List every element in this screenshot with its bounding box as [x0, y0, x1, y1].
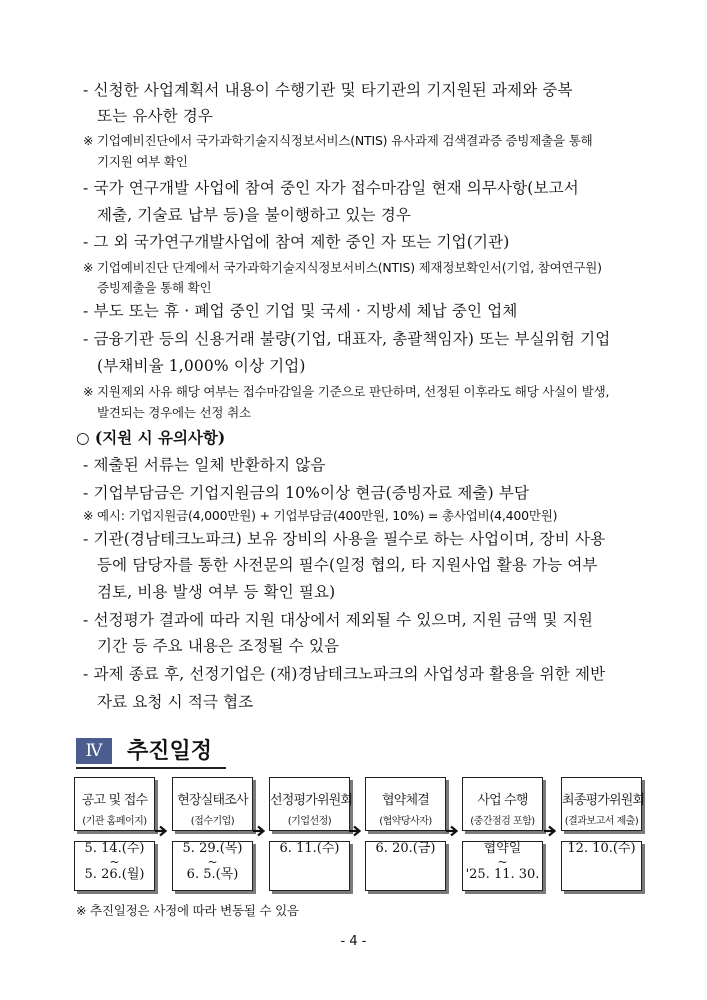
subsection-heading: ○ (지원 시 유의사항) — [76, 428, 226, 447]
step-title: 선정평가위원회 — [270, 793, 353, 808]
date-start: 5. 14.(수) — [84, 841, 145, 856]
text-line: 등에 담당자를 통한 사전문의 필수(일정 협의, 타 지원사업 활용 가능 여부 — [97, 556, 598, 574]
date-end: '25. 11. 30. — [465, 867, 540, 882]
section-title: 추진일정 — [127, 739, 213, 764]
note-line: ※ 예시: 기업지원금(4,000만원) + 기업부담금(400만원, 10%) = 총사업비(4,400만원) — [83, 508, 558, 523]
date-single: 6. 11.(수) — [279, 841, 340, 856]
step-subtitle: (결과보고서 제출) — [564, 816, 639, 827]
arrow-right-icon — [445, 824, 459, 838]
text-line: 제출, 기술료 납부 등)을 불이행하고 있는 경우 — [97, 206, 411, 224]
step-title: 사업 수행 — [477, 793, 528, 808]
text-line: - 선정평가 결과에 따라 지원 대상에서 제외될 수 있으며, 지원 금액 및 지원 — [83, 611, 593, 629]
note-line: 발견되는 경우에는 선정 취소 — [97, 405, 251, 420]
date-range-sep: ~ — [207, 855, 218, 869]
text-line: (부채비율 1,000% 이상 기업) — [97, 357, 306, 375]
date-single: 12. 10.(수) — [567, 841, 636, 856]
schedule-step-execution — [462, 777, 543, 831]
text-line: - 국가 연구개발 사업에 참여 중인 자가 접수마감일 현재 의무사항(보고서 — [83, 179, 579, 197]
text-line: - 부도 또는 휴 · 폐업 중인 기업 및 국세 · 지방세 체납 중인 업체 — [83, 302, 518, 320]
note-line: ※ 기업예비진단에서 국가과학기술지식정보서비스(NTIS) 유사과제 검색결과증 증빙제출을 통해 — [83, 133, 593, 148]
text-line: - 과제 종료 후, 선정기업은 (재)경남테크노파크의 사업성과 활용을 위한 제반 — [83, 665, 606, 683]
schedule-date — [462, 841, 543, 891]
schedule-date — [172, 841, 253, 891]
text-line: - 금융기관 등의 신용거래 불량(기업, 대표자, 총괄책임자) 또는 부실위험 기업 — [83, 330, 611, 348]
text-line: - 기관(경남테크노파크) 보유 장비의 사용을 필수로 하는 사업이며, 장비 사용 — [83, 530, 606, 548]
schedule-date — [365, 841, 446, 891]
text-line: 기간 등 주요 내용은 조정될 수 있음 — [97, 637, 340, 655]
date-single: 6. 20.(금) — [375, 841, 436, 856]
step-title: 공고 및 접수 — [81, 793, 148, 808]
schedule-footnote: ※ 추진일정은 사정에 따라 변동될 수 있음 — [76, 903, 299, 918]
date-end: 5. 26.(월) — [84, 867, 145, 882]
date-range-sep: ~ — [497, 855, 508, 869]
schedule-date — [74, 841, 155, 891]
step-subtitle: (협약당사자) — [379, 816, 432, 827]
schedule-step-announcement — [74, 777, 155, 831]
page-number: - 4 - — [340, 934, 367, 949]
note-line: ※ 지원제외 사유 해당 여부는 접수마감일을 기준으로 판단하며, 선정된 이후라도 해당 사실이 발생, — [83, 384, 610, 399]
note-line: 증빙제출을 통해 확인 — [97, 280, 212, 295]
note-line: ※ 기업예비진단 단계에서 국가과학기술지식정보서비스(NTIS) 제재정보확인서(기업, 참여연구원) — [83, 260, 602, 275]
text-line: 검토, 비용 발생 여부 등 확인 필요) — [97, 583, 336, 601]
arrow-right-icon — [154, 824, 168, 838]
step-subtitle: (기관 홈페이지) — [82, 816, 147, 827]
section-number: Ⅳ — [76, 738, 112, 764]
arrow-right-icon — [348, 824, 362, 838]
step-subtitle: (중간점검 포함) — [470, 816, 535, 827]
text-line: - 제출된 서류는 일체 반환하지 않음 — [83, 456, 326, 474]
schedule-step-site-survey — [172, 777, 253, 831]
date-end: 6. 5.(목) — [186, 867, 239, 882]
schedule-date — [561, 841, 642, 891]
step-title: 협약체결 — [381, 793, 430, 808]
text-line: 또는 유사한 경우 — [97, 107, 214, 125]
arrow-right-icon — [543, 824, 557, 838]
schedule-date — [269, 841, 350, 891]
note-line: 기지원 여부 확인 — [97, 154, 188, 169]
date-start: 5. 29.(목) — [182, 841, 243, 856]
arrow-right-icon — [252, 824, 266, 838]
step-title: 최종평가위원회 — [562, 793, 645, 808]
date-start: 협약일 — [483, 841, 522, 856]
schedule-step-final-committee — [561, 777, 645, 831]
text-line: - 그 외 국가연구개발사업에 참여 제한 중인 자 또는 기업(기관) — [83, 233, 510, 251]
section-underline — [76, 767, 226, 769]
step-subtitle: (접수기업) — [190, 816, 235, 827]
schedule-step-selection-committee — [269, 777, 353, 831]
step-title: 현장실태조사 — [177, 793, 248, 808]
text-line: 자료 요청 시 적극 협조 — [97, 693, 254, 711]
text-line: - 기업부담금은 기업지원금의 10%이상 현금(증빙자료 제출) 부담 — [83, 484, 530, 502]
schedule-step-agreement — [365, 777, 446, 831]
step-subtitle: (기업선정) — [287, 816, 332, 827]
text-line: - 신청한 사업계획서 내용이 수행기관 및 타기관의 기지원된 과제와 중복 — [83, 81, 573, 99]
date-range-sep: ~ — [109, 855, 120, 869]
